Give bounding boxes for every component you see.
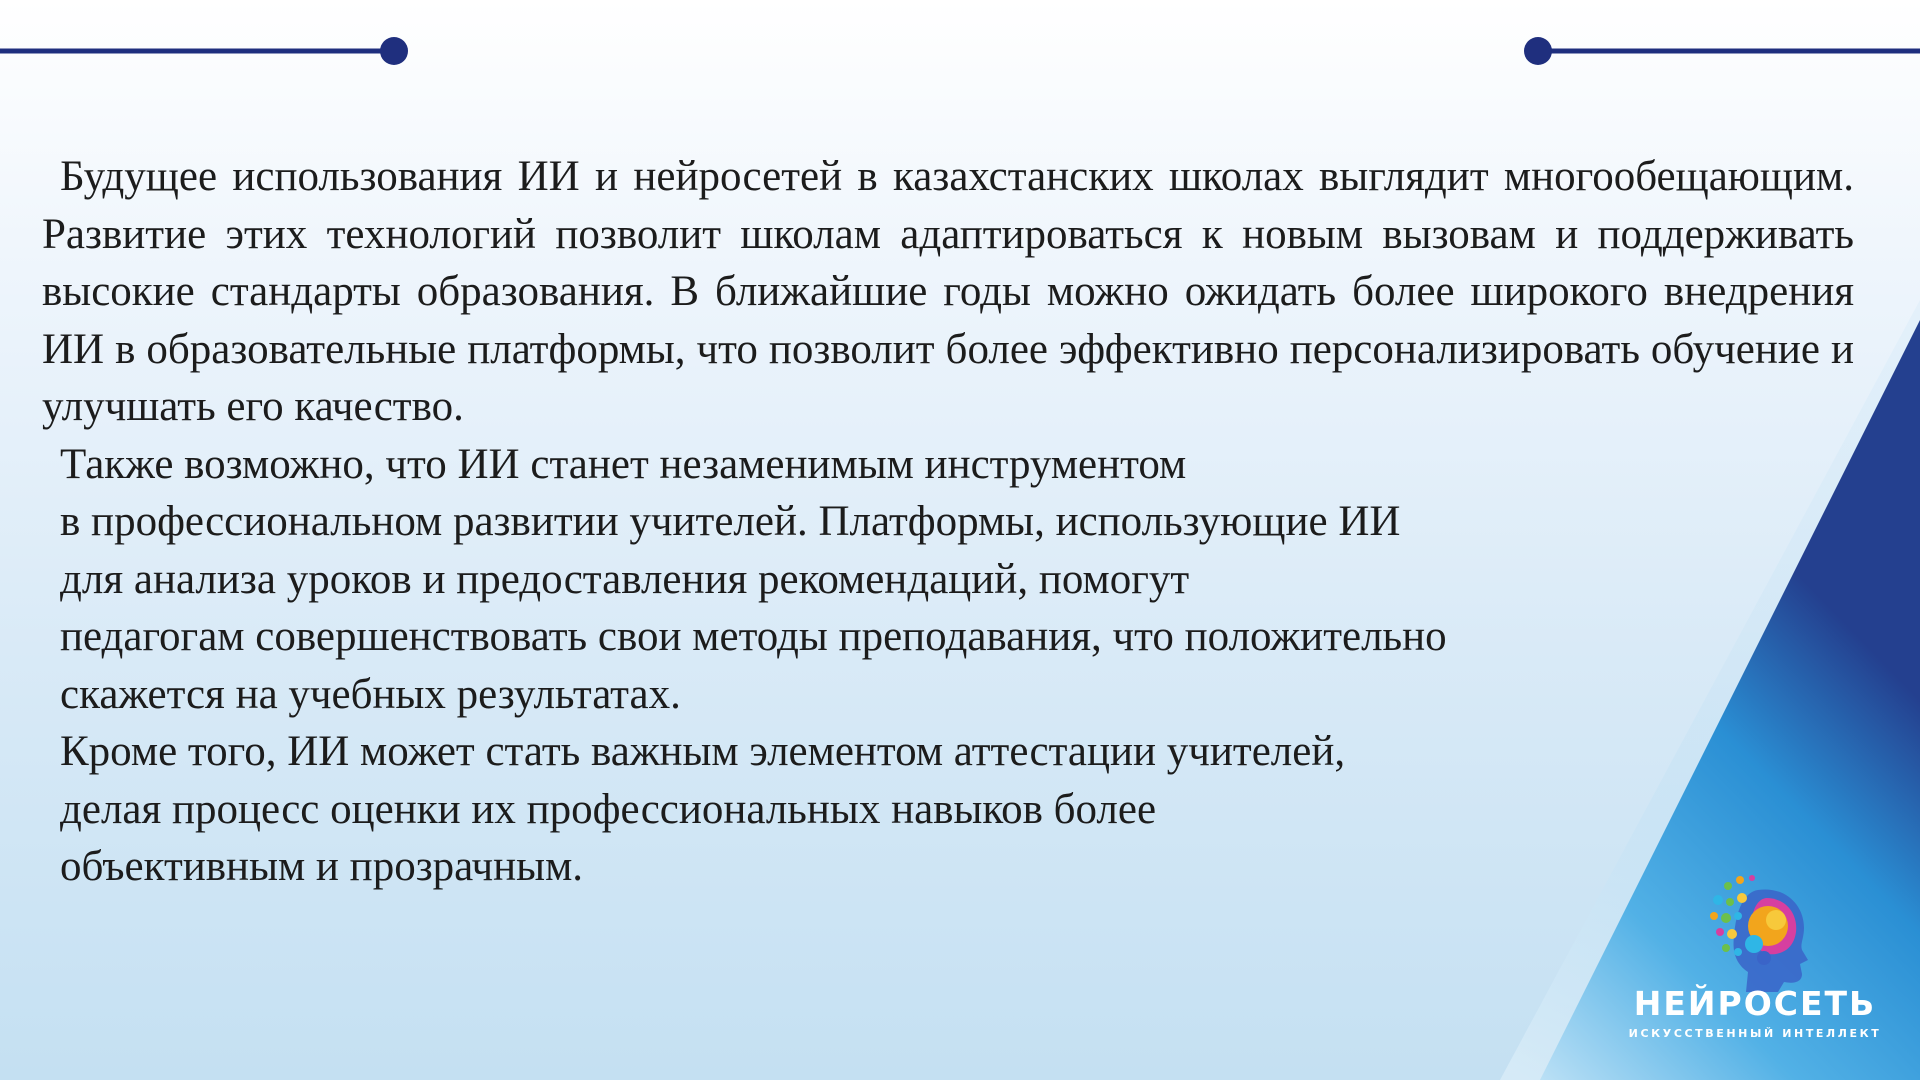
brain-head-icon: [1706, 872, 1816, 992]
paragraph-2-line: в профессиональном развитии учителей. Платформы, использующие ИИ: [60, 498, 1401, 545]
main-text: [42, 148, 1854, 896]
brand-logo: [1610, 872, 1900, 1052]
top-right-dot: [1524, 37, 1552, 65]
paragraph-3-line: делая процесс оценки их профессиональных навыков более: [60, 785, 1157, 833]
paragraph-3-line: объективным и прозрачным.: [60, 843, 584, 890]
paragraph-2-line: Также возможно, что ИИ станет незаменимым инструментом: [60, 440, 1187, 488]
paragraph-2-line: педагогам совершенствовать свои методы преподавания, что положительно: [60, 613, 1447, 660]
paragraph-1: Будущее использования ИИ и нейросетей в казахстанских школах выглядит многообещающим. Развитие этих технологий позволит школам адаптироваться к новым вызовам и поддерживать высокие стандарты образования. В ближайшие годы можно ожидать более широкого внедрения ИИ в образовательные платформы, что позволит более эффективно персонализировать обучение и улучшать его качество.: [42, 153, 1854, 430]
paragraph-2-line: скажется на учебных результатах.: [60, 670, 681, 718]
paragraph-2: [42, 436, 1854, 724]
paragraph-3-line: Кроме того, ИИ может стать важным элементом аттестации учителей,: [60, 728, 1346, 775]
logo-title: НЕЙРОСЕТЬ: [1633, 984, 1877, 1023]
paragraph-3: [42, 723, 1854, 896]
paragraph-2-line: для анализа уроков и предоставления рекомендаций, помогут: [60, 555, 1190, 603]
logo-subtitle: ИСКУССТВЕННЫЙ ИНТЕЛЛЕКТ: [1628, 1027, 1882, 1040]
top-left-dot: [380, 37, 408, 65]
